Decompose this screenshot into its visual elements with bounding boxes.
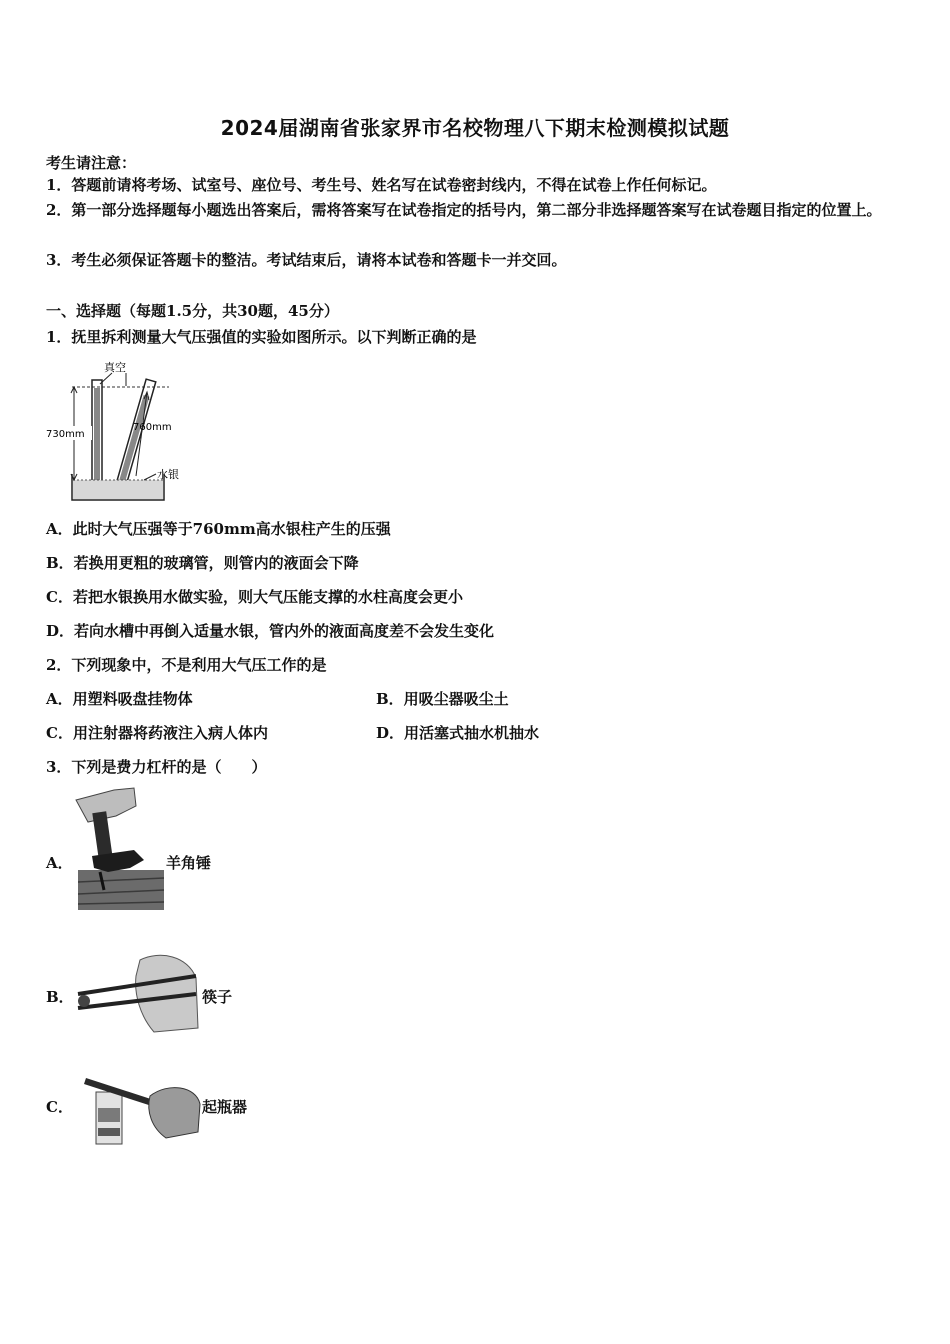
page-title: 2024届湖南省张家界市名校物理八下期末检测模拟试题 <box>220 116 730 140</box>
notice-item-1: 1．答题前请将考场、试室号、座位号、考生号、姓名写在试卷密封线内，不得在试卷上作任何标记。 <box>46 176 717 194</box>
notice-heading: 考生请注意： <box>46 154 137 172</box>
mercury-in-trough <box>73 480 163 499</box>
vertical-tube-mercury <box>94 388 100 492</box>
notice-item-3: 3．考生必须保证答题卡的整洁。考试结束后，请将本试卷和答题卡一并交回。 <box>46 251 567 269</box>
q2-option-a: A．用塑料吸盘挂物体 <box>46 690 193 708</box>
section-heading: 一、选择题（每题1.5分，共30题，45分） <box>46 302 339 320</box>
hand-icon <box>149 1088 200 1138</box>
tilted-tube <box>114 379 156 493</box>
q1-option-a: A．此时大气压强等于760mm高水银柱产生的压强 <box>46 520 391 538</box>
torricelli-figure <box>44 356 194 506</box>
q1-option-c: C．若把水银换用水做实验，则大气压能支撑的水柱高度会更小 <box>46 588 463 606</box>
q1-option-d: D．若向水槽中再倒入适量水银，管内外的液面高度差不会发生变化 <box>46 622 495 640</box>
q3-option-c-letter: C． <box>46 1098 73 1116</box>
food-piece <box>78 995 90 1007</box>
notice-item-2: 2．第一部分选择题每小题选出答案后，需将答案写在试卷指定的括号内，第二部分非选择题答案写在试卷题目指定的位置上。 <box>46 201 882 219</box>
q2-stem: 2．下列现象中，不是利用大气压工作的是 <box>46 656 327 674</box>
label-vacuum: 真空 <box>104 361 126 374</box>
q1-option-b: B．若换用更粗的玻璃管，则管内的液面会下降 <box>46 554 359 572</box>
q3-option-b-letter: B． <box>46 988 74 1006</box>
label-730: 730mm <box>46 429 85 440</box>
q1-stem: 1．抚里拆利测量大气压强值的实验如图所示。以下判断正确的是 <box>46 328 477 346</box>
q3-option-a-label: 羊角锤 <box>166 854 212 872</box>
q3-stem: 3．下列是费力杠杆的是（ ） <box>46 758 267 776</box>
q3-option-c-label: 起瓶器 <box>202 1098 248 1116</box>
q2-option-d: D．用活塞式抽水机抽水 <box>376 724 540 742</box>
label-mercury: 水银 <box>157 468 179 481</box>
q2-option-b: B．用吸尘器吸尘土 <box>376 690 509 708</box>
claw-hammer-image <box>74 786 166 914</box>
label-760: 760mm <box>133 422 172 433</box>
bottle-opener-image <box>80 1072 202 1146</box>
q2-option-c: C．用注射器将药液注入病人体内 <box>46 724 268 742</box>
q3-option-a-letter: A． <box>46 854 73 872</box>
q3-option-b-label: 筷子 <box>202 988 233 1006</box>
chopsticks-image <box>76 946 200 1036</box>
